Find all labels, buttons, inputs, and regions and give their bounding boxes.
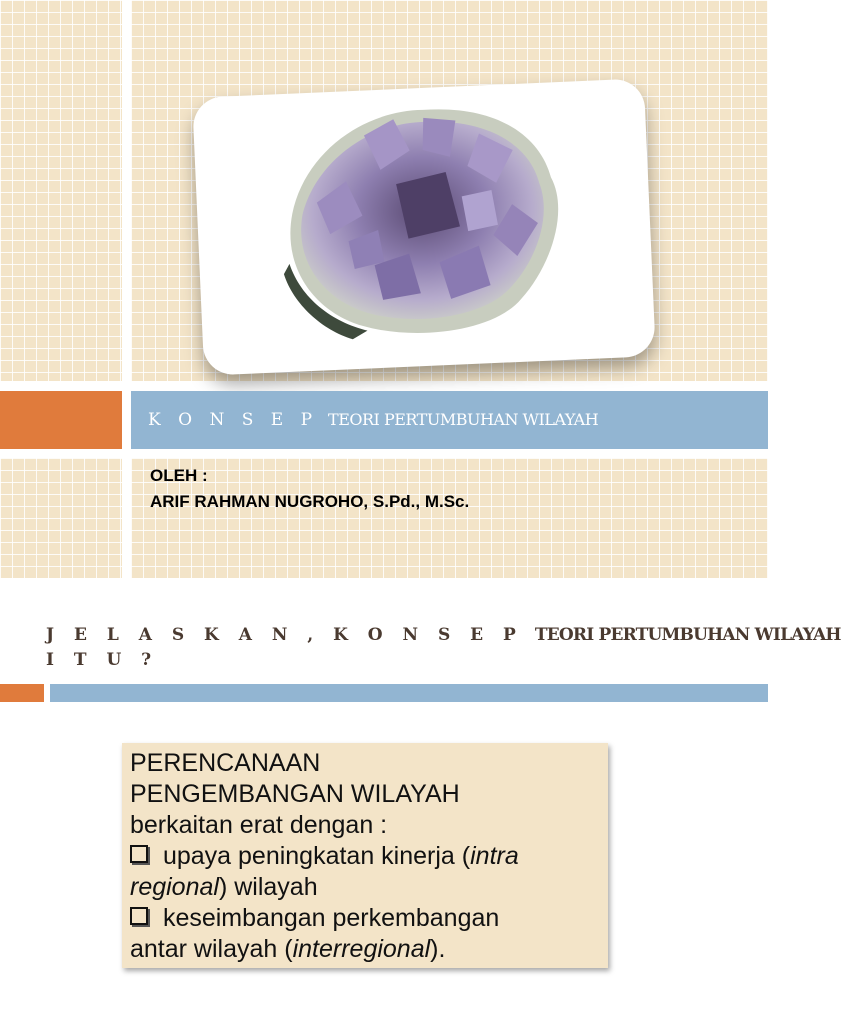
grid-panel-left-bottom — [0, 458, 122, 578]
question-line2: I T U ? — [46, 650, 159, 670]
orange-accent-block — [0, 391, 122, 449]
content-line-1: PERENCANAAN — [130, 749, 321, 777]
bullet-item-2: keseimbangan perkembangan — [130, 903, 620, 934]
title-rest: TEORI PERTUMBUHAN WILAYAH — [328, 410, 599, 429]
slide-question-line-1 — [46, 622, 841, 648]
title-spaced-word: K O N S E P — [148, 410, 319, 430]
slide-title — [148, 402, 598, 438]
amethyst-photo — [192, 78, 656, 375]
byline-label: OLEH : — [150, 466, 208, 485]
content-slide — [0, 578, 841, 1024]
bullet-item-1-cont: regional) wilayah — [130, 873, 318, 901]
divider-band — [50, 684, 768, 702]
checkbox-bullet-icon — [130, 845, 148, 863]
content-line-3: berkaitan erat dengan : — [130, 811, 388, 839]
amethyst-crystal-image — [192, 78, 656, 375]
slide-question-line-2 — [46, 647, 158, 673]
grid-panel-left-top — [0, 0, 122, 381]
checkbox-bullet-icon — [130, 907, 148, 925]
content-line-2: PENGEMBANGAN WILAYAH — [130, 780, 460, 808]
byline-author: ARIF RAHMAN NUGROHO, S.Pd., M.Sc. — [150, 492, 470, 511]
content-text — [130, 748, 620, 965]
orange-accent-block-small — [0, 684, 44, 702]
question-rest: TEORI PERTUMBUHAN WILAYAH — [534, 625, 841, 645]
question-spaced: J E L A S K A N , K O N S E P — [46, 625, 523, 645]
bullet-item-2-cont: antar wilayah (interregional). — [130, 935, 446, 963]
author-byline — [150, 463, 469, 515]
bullet-item-1: upaya peningkatan kinerja (intra — [130, 841, 620, 872]
